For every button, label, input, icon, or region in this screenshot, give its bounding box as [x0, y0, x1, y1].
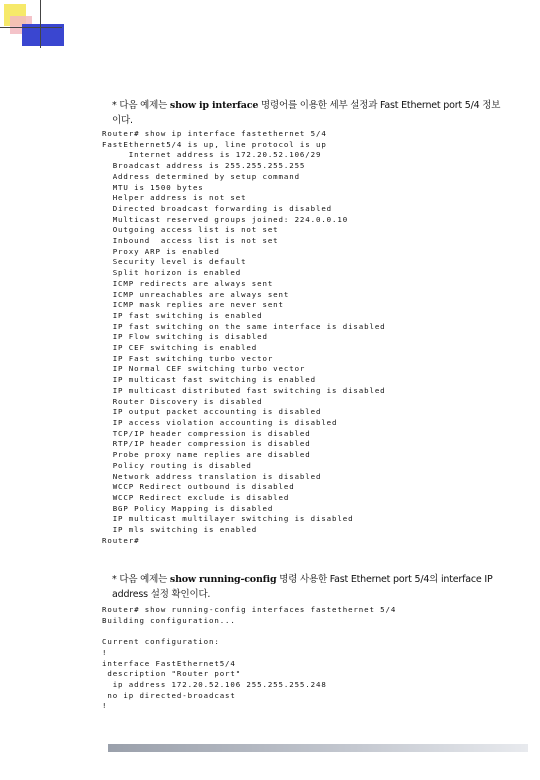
code-line: IP output packet accounting is disabled [102, 407, 322, 417]
code-line: MTU is 1500 bytes [102, 182, 204, 192]
code-line: Directed broadcast forwarding is disabled [102, 203, 333, 213]
corner-decoration-horizontal-line [0, 27, 62, 28]
description-text: 명령어를 이용한 세부 설정과 Fast Ethernet port 5/4 정보 [258, 100, 501, 111]
section-2-description [112, 572, 522, 602]
command-name: show ip interface [169, 100, 259, 111]
code-line: ! [102, 701, 108, 711]
section-1-description [112, 98, 522, 128]
show-ip-interface-output [102, 129, 386, 546]
description-text: 명령 사용한 Fast Ethernet port 5/4의 interface IP [276, 574, 493, 585]
code-line: Outgoing access list is not set [102, 225, 279, 235]
code-line: Inbound access list is not set [102, 236, 279, 246]
code-line: IP multicast fast switching is enabled [102, 375, 316, 385]
code-line: Security level is default [102, 257, 247, 267]
code-line: Probe proxy name replies are disabled [102, 450, 311, 460]
code-line: description "Router port" [102, 669, 242, 679]
code-line: IP Fast switching turbo vector [102, 353, 274, 363]
code-line: WCCP Redirect exclude is disabled [102, 492, 290, 502]
code-line: ! [102, 647, 108, 657]
description-text-line2: 이다. [112, 115, 133, 126]
code-line: Split horizon is enabled [102, 268, 242, 278]
code-line: IP CEF switching is enabled [102, 343, 258, 353]
code-line: IP Flow switching is disabled [102, 332, 268, 342]
description-text: 다음 예제는 [119, 574, 170, 585]
code-line: Router# [102, 535, 140, 545]
bullet-marker: * [112, 574, 117, 585]
code-line: Network address translation is disabled [102, 471, 322, 481]
code-line: Current configuration: [102, 637, 220, 647]
code-line: no ip directed-broadcast [102, 690, 236, 700]
code-line: IP fast switching on the same interface is disabled [102, 321, 386, 331]
code-line: Broadcast address is 255.255.255.255 [102, 161, 306, 171]
code-line: IP multicast multilayer switching is disabled [102, 514, 354, 524]
code-line: Router Discovery is disabled [102, 396, 263, 406]
command-name: show running-config [169, 574, 277, 585]
description-text: 다음 예제는 [119, 100, 170, 111]
code-line: Address determined by setup command [102, 171, 300, 181]
code-line: BGP Policy Mapping is disabled [102, 503, 274, 513]
code-line: interface FastEthernet5/4 [102, 658, 236, 668]
code-line: Internet address is 172.20.52.106/29 [102, 150, 322, 160]
code-line: IP mls switching is enabled [102, 525, 258, 535]
code-line: ICMP unreachables are always sent [102, 289, 290, 299]
description-text-line2: address 설정 확인이다. [112, 589, 211, 600]
code-line: ICMP mask replies are never sent [102, 300, 284, 310]
code-line: Router# show running-config interfaces fastethernet 5/4 [102, 605, 397, 614]
code-line: ip address 172.20.52.106 255.255.255.248 [102, 679, 327, 689]
bottom-decoration-bar [108, 744, 528, 752]
code-line: IP access violation accounting is disabled [102, 417, 338, 427]
corner-decoration-vertical-line [40, 0, 41, 48]
code-line: Proxy ARP is enabled [102, 246, 220, 256]
code-line: Building configuration... [102, 615, 236, 625]
code-line: IP Normal CEF switching turbo vector [102, 364, 306, 374]
bullet-marker: * [112, 100, 117, 111]
code-line: Policy routing is disabled [102, 460, 252, 470]
code-line: FastEthernet5/4 is up, line protocol is up [102, 139, 327, 149]
show-running-config-output [102, 605, 396, 712]
code-line: TCP/IP header compression is disabled [102, 428, 311, 438]
code-line: IP multicast distributed fast switching is disabled [102, 385, 386, 395]
code-line: Multicast reserved groups joined: 224.0.0.10 [102, 214, 349, 224]
code-line: RTP/IP header compression is disabled [102, 439, 311, 449]
code-line: WCCP Redirect outbound is disabled [102, 482, 295, 492]
code-line: Helper address is not set [102, 193, 247, 203]
code-line: ICMP redirects are always sent [102, 278, 274, 288]
code-line: IP fast switching is enabled [102, 310, 263, 320]
code-line: Router# show ip interface fastethernet 5/4 [102, 129, 327, 138]
